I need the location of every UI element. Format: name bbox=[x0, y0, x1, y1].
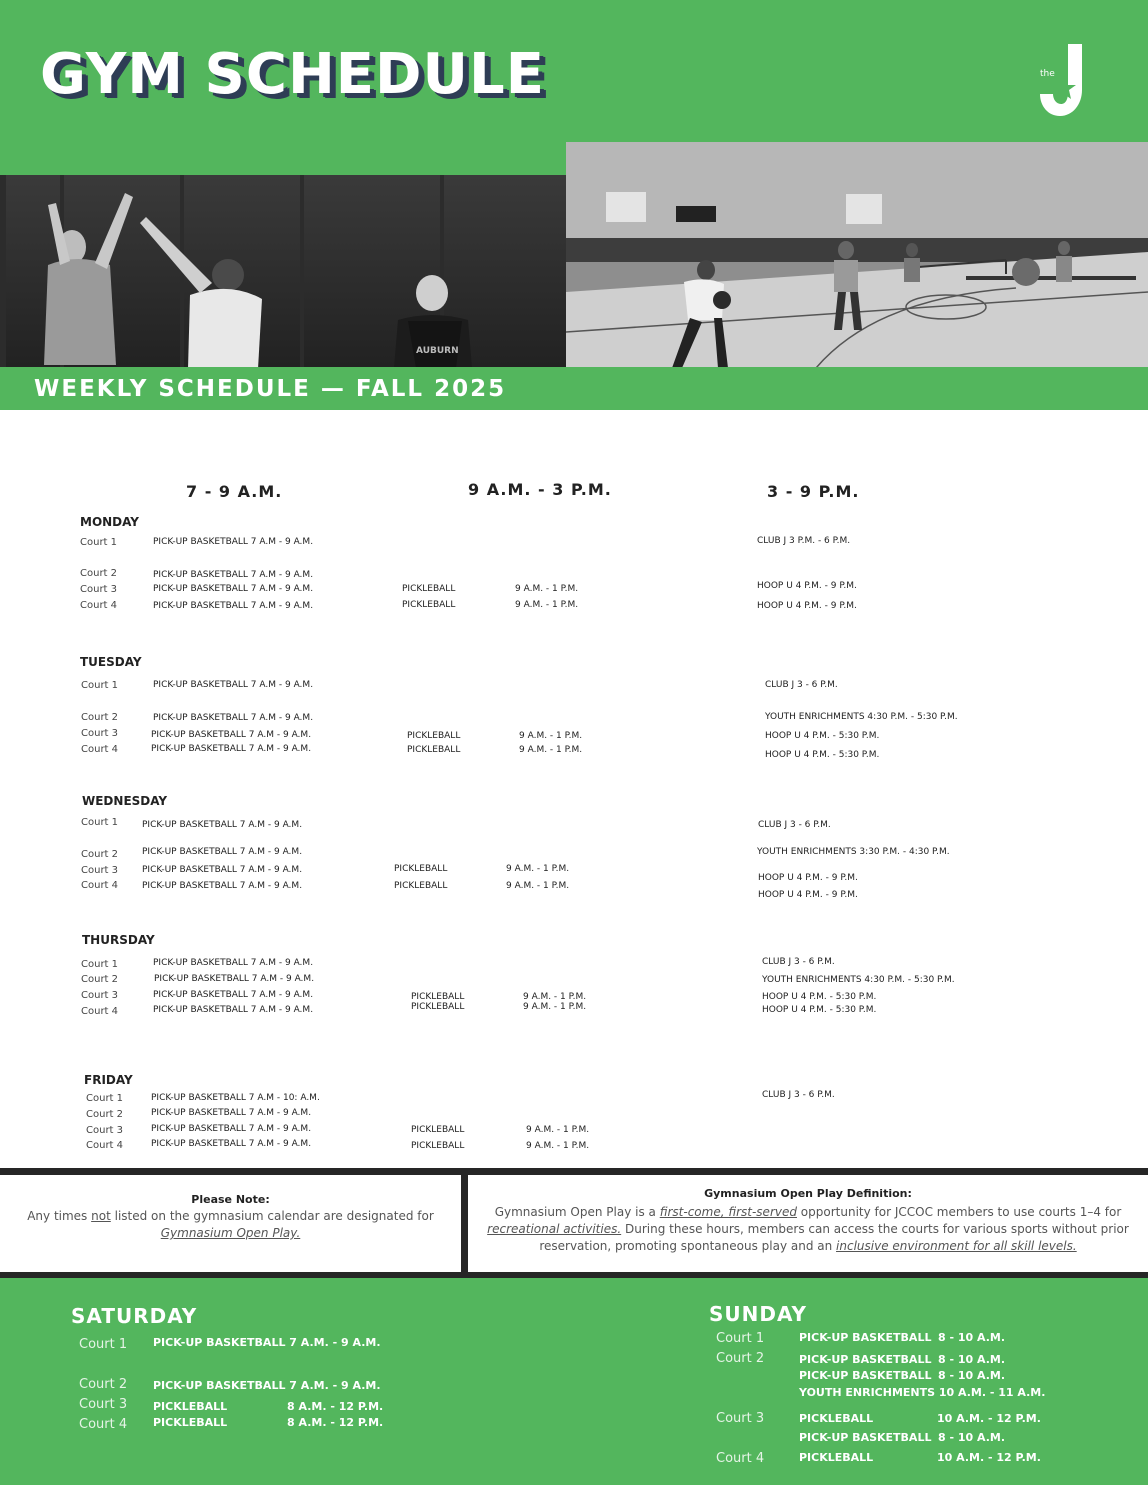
basketball-photo bbox=[0, 175, 566, 368]
sunday-time: 10 A.M. - 12 P.M. bbox=[937, 1412, 1041, 1425]
saturday-activity: PICKLEBALL bbox=[153, 1416, 228, 1429]
morning-activity: PICK-UP BASKETBALL 7 A.M - 9 A.M. bbox=[153, 680, 314, 690]
court-label: Court 3 bbox=[716, 1411, 765, 1426]
midday-activity: PICKLEBALL bbox=[394, 881, 448, 891]
court-label: Court 4 bbox=[81, 1006, 119, 1017]
day-heading-thursday: THURSDAY bbox=[82, 933, 155, 947]
court-label: Court 2 bbox=[716, 1351, 765, 1366]
sunday-activity: PICK-UP BASKETBALL bbox=[799, 1353, 932, 1366]
sunday-activity: PICK-UP BASKETBALL bbox=[799, 1331, 932, 1344]
court-label: Court 3 bbox=[80, 584, 118, 595]
evening-activity: HOOP U 4 P.M. - 9 P.M. bbox=[758, 890, 858, 900]
midday-activity: PICKLEBALL bbox=[407, 731, 461, 741]
morning-activity: PICK-UP BASKETBALL 7 A.M - 10: A.M. bbox=[151, 1093, 320, 1103]
sunday-time: 8 - 10 A.M. bbox=[938, 1369, 1006, 1382]
court-label: Court 1 bbox=[79, 1337, 128, 1352]
day-heading-tuesday: TUESDAY bbox=[80, 655, 142, 669]
morning-activity: PICK-UP BASKETBALL 7 A.M - 9 A.M. bbox=[153, 990, 314, 1000]
please-note-text: Any times not listed on the gymnasium calendar are designated for Gymnasium Open Play. bbox=[27, 1209, 434, 1240]
sunday-time: 8 - 10 A.M. bbox=[938, 1353, 1006, 1366]
morning-activity: PICK-UP BASKETBALL 7 A.M - 9 A.M. bbox=[151, 1108, 312, 1118]
court-label: Court 4 bbox=[79, 1417, 128, 1432]
schedule-title: WEEKLY SCHEDULE — FALL 2025 bbox=[34, 376, 507, 402]
morning-activity: PICK-UP BASKETBALL 7 A.M - 9 A.M. bbox=[153, 601, 314, 611]
midday-activity: PICKLEBALL bbox=[402, 600, 456, 610]
midday-time: 9 A.M. - 1 P.M. bbox=[526, 1125, 590, 1135]
jccc-star-logo bbox=[1038, 42, 1096, 120]
page-title: GYM SCHEDULE bbox=[40, 42, 545, 107]
open-play-definition-text: Gymnasium Open Play is a first-come, first-served opportunity for JCCOC members to use courts 1–4 for recreational activities. During these hours, members can access the courts for various sports without prior reservation, promoting spontaneous play and an inclusive environment for all skill levels. bbox=[487, 1205, 1129, 1253]
court-label: Court 3 bbox=[81, 728, 119, 739]
midday-time: 9 A.M. - 1 P.M. bbox=[523, 1002, 587, 1012]
evening-activity: CLUB J 3 - 6 P.M. bbox=[765, 680, 838, 690]
morning-activity: PICK-UP BASKETBALL 7 A.M - 9 A.M. bbox=[153, 958, 314, 968]
morning-activity: PICK-UP BASKETBALL 7 A.M - 9 A.M. bbox=[153, 570, 314, 580]
court-label: Court 4 bbox=[86, 1140, 124, 1151]
midday-activity: PICKLEBALL bbox=[411, 992, 465, 1002]
court-label: Court 3 bbox=[81, 865, 119, 876]
please-note-box bbox=[0, 1175, 461, 1272]
evening-activity: HOOP U 4 P.M. - 5:30 P.M. bbox=[762, 1005, 877, 1015]
evening-activity: HOOP U 4 P.M. - 9 P.M. bbox=[758, 873, 858, 883]
midday-activity: PICKLEBALL bbox=[411, 1141, 465, 1151]
sunday-activity: YOUTH ENRICHMENTS 10 A.M. - 11 A.M. bbox=[799, 1386, 1046, 1399]
evening-activity: HOOP U 4 P.M. - 5:30 P.M. bbox=[765, 750, 880, 760]
court-label: Court 1 bbox=[716, 1331, 765, 1346]
morning-activity: PICK-UP BASKETBALL 7 A.M - 9 A.M. bbox=[142, 881, 303, 891]
evening-activity: YOUTH ENRICHMENTS 3:30 P.M. - 4:30 P.M. bbox=[757, 847, 950, 857]
midday-time: 9 A.M. - 1 P.M. bbox=[523, 992, 587, 1002]
court-label: Court 2 bbox=[81, 849, 119, 860]
saturday-time: 8 A.M. - 12 P.M. bbox=[287, 1400, 384, 1413]
sunday-activity: PICKLEBALL bbox=[799, 1451, 874, 1464]
sunday-activity: PICKLEBALL bbox=[799, 1412, 874, 1425]
evening-activity: CLUB J 3 - 6 P.M. bbox=[762, 957, 835, 967]
morning-activity: PICK-UP BASKETBALL 7 A.M - 9 A.M. bbox=[153, 713, 314, 723]
morning-activity: PICK-UP BASKETBALL 7 A.M - 9 A.M. bbox=[142, 820, 303, 830]
evening-activity: HOOP U 4 P.M. - 5:30 P.M. bbox=[762, 992, 877, 1002]
evening-activity: HOOP U 4 P.M. - 9 P.M. bbox=[757, 581, 857, 591]
morning-activity: PICK-UP BASKETBALL 7 A.M - 9 A.M. bbox=[153, 1005, 314, 1015]
court-label: Court 1 bbox=[81, 817, 119, 828]
open-play-definition-box bbox=[468, 1175, 1148, 1272]
morning-activity: PICK-UP BASKETBALL 7 A.M - 9 A.M. bbox=[142, 847, 303, 857]
please-note-title: Please Note: bbox=[191, 1193, 270, 1206]
open-play-definition-title: Gymnasium Open Play Definition: bbox=[704, 1187, 912, 1200]
midday-activity: PICKLEBALL bbox=[394, 864, 448, 874]
evening-activity: CLUB J 3 - 6 P.M. bbox=[758, 820, 831, 830]
sunday-activity: PICK-UP BASKETBALL bbox=[799, 1369, 932, 1382]
saturday-time: 8 A.M. - 12 P.M. bbox=[287, 1416, 384, 1429]
midday-activity: PICKLEBALL bbox=[402, 584, 456, 594]
court-label: Court 3 bbox=[81, 990, 119, 1001]
morning-activity: PICK-UP BASKETBALL 7 A.M - 9 A.M. bbox=[151, 1124, 312, 1134]
midday-time: 9 A.M. - 1 P.M. bbox=[519, 731, 583, 741]
column-header-evening: 3 - 9 P.M. bbox=[767, 482, 860, 501]
day-heading-sunday: SUNDAY bbox=[709, 1302, 808, 1326]
court-label: Court 1 bbox=[86, 1093, 124, 1104]
court-label: Court 2 bbox=[86, 1109, 124, 1120]
sunday-time: 8 - 10 A.M. bbox=[938, 1331, 1006, 1344]
court-label: Court 2 bbox=[80, 568, 118, 579]
midday-time: 9 A.M. - 1 P.M. bbox=[515, 600, 579, 610]
court-label: Court 1 bbox=[81, 959, 119, 970]
morning-activity: PICK-UP BASKETBALL 7 A.M - 9 A.M. bbox=[153, 537, 314, 547]
column-header-morning: 7 - 9 A.M. bbox=[186, 482, 283, 501]
midday-time: 9 A.M. - 1 P.M. bbox=[506, 864, 570, 874]
evening-activity: CLUB J 3 P.M. - 6 P.M. bbox=[757, 536, 851, 546]
svg-text:AUBURN: AUBURN bbox=[416, 346, 459, 356]
evening-activity: YOUTH ENRICHMENTS 4:30 P.M. - 5:30 P.M. bbox=[762, 975, 955, 985]
morning-activity: PICK-UP BASKETBALL 7 A.M - 9 A.M. bbox=[154, 974, 315, 984]
sunday-time: 8 - 10 A.M. bbox=[938, 1431, 1006, 1444]
logo-text: the bbox=[1040, 69, 1055, 79]
saturday-activity: PICKLEBALL bbox=[153, 1400, 228, 1413]
day-heading-monday: MONDAY bbox=[80, 515, 139, 529]
day-heading-wednesday: WEDNESDAY bbox=[82, 794, 168, 808]
midday-time: 9 A.M. - 1 P.M. bbox=[515, 584, 579, 594]
court-label: Court 1 bbox=[80, 537, 118, 548]
column-header-midday: 9 A.M. - 3 P.M. bbox=[468, 480, 612, 499]
court-label: Court 3 bbox=[79, 1397, 128, 1412]
sunday-time: 10 A.M. - 12 P.M. bbox=[937, 1451, 1041, 1464]
saturday-activity: PICK-UP BASKETBALL 7 A.M. - 9 A.M. bbox=[153, 1379, 381, 1392]
morning-activity: PICK-UP BASKETBALL 7 A.M - 9 A.M. bbox=[153, 584, 314, 594]
midday-activity: PICKLEBALL bbox=[407, 745, 461, 755]
midday-time: 9 A.M. - 1 P.M. bbox=[519, 745, 583, 755]
day-heading-friday: FRIDAY bbox=[84, 1073, 133, 1087]
evening-activity: CLUB J 3 - 6 P.M. bbox=[762, 1090, 835, 1100]
midday-time: 9 A.M. - 1 P.M. bbox=[526, 1141, 590, 1151]
morning-activity: PICK-UP BASKETBALL 7 A.M - 9 A.M. bbox=[142, 865, 303, 875]
court-label: Court 1 bbox=[81, 680, 119, 691]
midday-activity: PICKLEBALL bbox=[411, 1002, 465, 1012]
morning-activity: PICK-UP BASKETBALL 7 A.M - 9 A.M. bbox=[151, 744, 312, 754]
evening-activity: HOOP U 4 P.M. - 5:30 P.M. bbox=[765, 731, 880, 741]
midday-time: 9 A.M. - 1 P.M. bbox=[506, 881, 570, 891]
midday-activity: PICKLEBALL bbox=[411, 1125, 465, 1135]
sunday-activity: PICK-UP BASKETBALL bbox=[799, 1431, 932, 1444]
court-label: Court 2 bbox=[79, 1377, 128, 1392]
morning-activity: PICK-UP BASKETBALL 7 A.M - 9 A.M. bbox=[151, 1139, 312, 1149]
evening-activity: YOUTH ENRICHMENTS 4:30 P.M. - 5:30 P.M. bbox=[765, 712, 958, 722]
court-label: Court 2 bbox=[81, 712, 119, 723]
court-label: Court 4 bbox=[81, 744, 119, 755]
court-label: Court 4 bbox=[81, 880, 119, 891]
pickleball-photo bbox=[566, 142, 1148, 368]
day-heading-saturday: SATURDAY bbox=[71, 1304, 198, 1328]
court-label: Court 3 bbox=[86, 1125, 124, 1136]
court-label: Court 4 bbox=[80, 600, 118, 611]
saturday-activity: PICK-UP BASKETBALL 7 A.M. - 9 A.M. bbox=[153, 1336, 381, 1349]
evening-activity: HOOP U 4 P.M. - 9 P.M. bbox=[757, 601, 857, 611]
court-label: Court 2 bbox=[81, 974, 119, 985]
court-label: Court 4 bbox=[716, 1451, 765, 1466]
morning-activity: PICK-UP BASKETBALL 7 A.M - 9 A.M. bbox=[151, 730, 312, 740]
